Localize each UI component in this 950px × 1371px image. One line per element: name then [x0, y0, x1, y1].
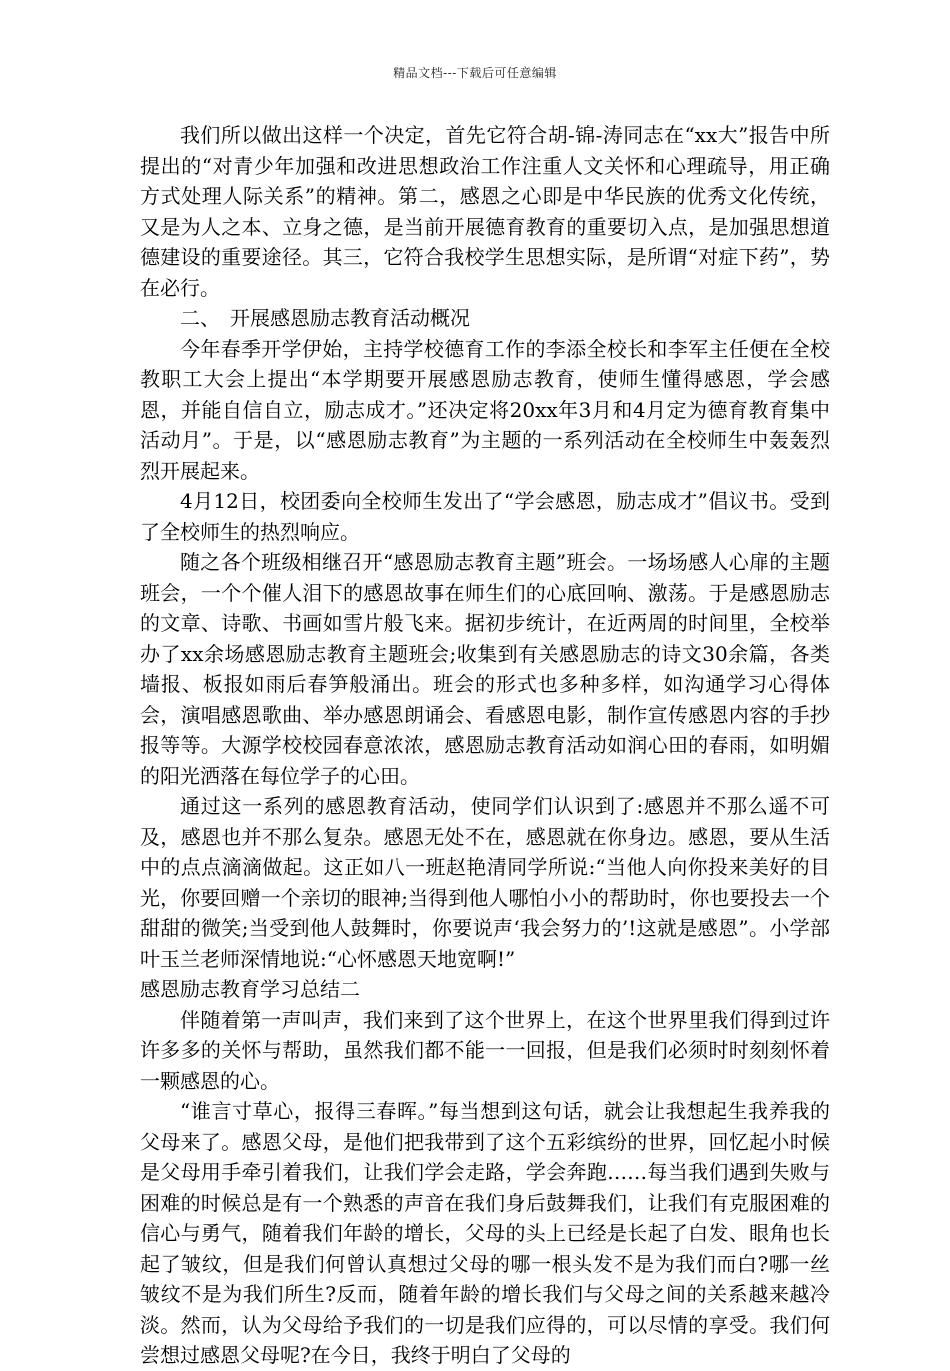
paragraph-april-12: 4月12日，校团委向全校师生发出了“学会感恩，励志成才”倡议书。受到了全校师生的热烈响应。 — [140, 489, 830, 544]
page-header: 精品文档---下载后可任意编辑 — [393, 66, 557, 80]
section-title-summary-2: 感恩励志教育学习总结二 — [140, 977, 360, 1001]
paragraph-reasons: 我们所以做出这样一个决定，首先它符合胡-锦-涛同志在“xx大”报告中所提出的“对青少年加强和改进思想政治工作注重人文关怀和心理疏导，用正确方式处理人际关系”的精神。第二，感恩之心即是中华民族的优秀文化传统，又是为人之本、立身之德，是当前开展德育教育的重要切入点，是加强思想道德建设的重要途径。其三，它符合我校学生思想实际，是所谓“对症下药”，势在必行。 — [140, 123, 830, 300]
paragraph-first-cry: 伴随着第一声叫声，我们来到了这个世界上，在这个世界里我们得到过许许多多的关怀与帮助，虽然我们都不能一一回报，但是我们必须时时刻刻怀着一颗感恩的心。 — [140, 1007, 830, 1093]
paragraph-class-meetings: 随之各个班级相继召开“感恩励志教育主题”班会。一场场感人心扉的主题班会，一个个催人泪下的感恩故事在师生们的心底回响、激荡。于是感恩励志的文章、诗歌、书画如雪片般飞来。据初步统计，在近两周的时间里，全校举办了xx余场感恩励志教育主题班会;收集到有关感恩励志的诗文30余篇，各类墙报、板报如雨后春笋般涌出。班会的形式也多种多样，如沟通学习心得体会，演唱感恩歌曲、举办感恩朗诵会、看感恩电影，制作宣传感恩内容的手抄报等等。大源学校校园春意浓浓，感恩励志教育活动如润心田的春雨，如明媚的阳光洒落在每位学子的心田。 — [140, 550, 830, 788]
paragraph-spring-semester: 今年春季开学伊始，主持学校德育工作的李添全校长和李军主任便在全校教职工大会上提出“本学期要开展感恩励志教育，使师生懂得感恩，学会感恩，并能自信自立，励志成才。”还决定将20xx年3月和4月定为德育教育集中活动月”。于是，以“感恩励志教育”为主题的一系列活动在全校师生中轰轰烈烈开展起来。 — [140, 336, 830, 483]
paragraph-parents: “谁言寸草心，报得三春晖。”每当想到这句话，就会让我想起生我养我的父母来了。感恩父母，是他们把我带到了这个五彩缤纷的世界，回忆起小时候是父母用手牵引着我们，让我们学会走路，学会奔跑……每当我们遇到失败与困难的时候总是有一个熟悉的声音在我们身后鼓舞我们，让我们有克服困难的信心与勇气，随着我们年龄的增长，父母的头上已经是长起了白发、眼角也长起了皱纹，但是我们何曾认真想过父母的哪一根头发不是为我们而白?哪一丝皱纹不是为我们所生?反而，随着年龄的增长我们与父母之间的关系越来越冷淡。然而，认为父母给予我们的一切是我们应得的，可以尽情的享受。我们何尝想过感恩父母呢?在今日，我终于明白了父母的 — [140, 1099, 830, 1367]
section-heading-2: 二、 开展感恩励志教育活动概况 — [180, 306, 470, 330]
paragraph-understanding: 通过这一系列的感恩教育活动，使同学们认识到了:感恩并不那么遥不可及，感恩也并不那么复杂。感恩无处不在，感恩就在你身边。感恩，要从生活中的点点滴滴做起。这正如八一班赵艳清同学所说:“当他人向你投来美好的目光，你要回赠一个亲切的眼神;当得到他人哪怕小小的帮助时，你也要投去一个甜甜的微笑;当受到他人鼓舞时，你要说声‘我会努力的’!这就是感恩”。小学部叶玉兰老师深情地说:“心怀感恩天地宽啊!” — [140, 794, 830, 971]
document-body — [140, 120, 830, 1371]
